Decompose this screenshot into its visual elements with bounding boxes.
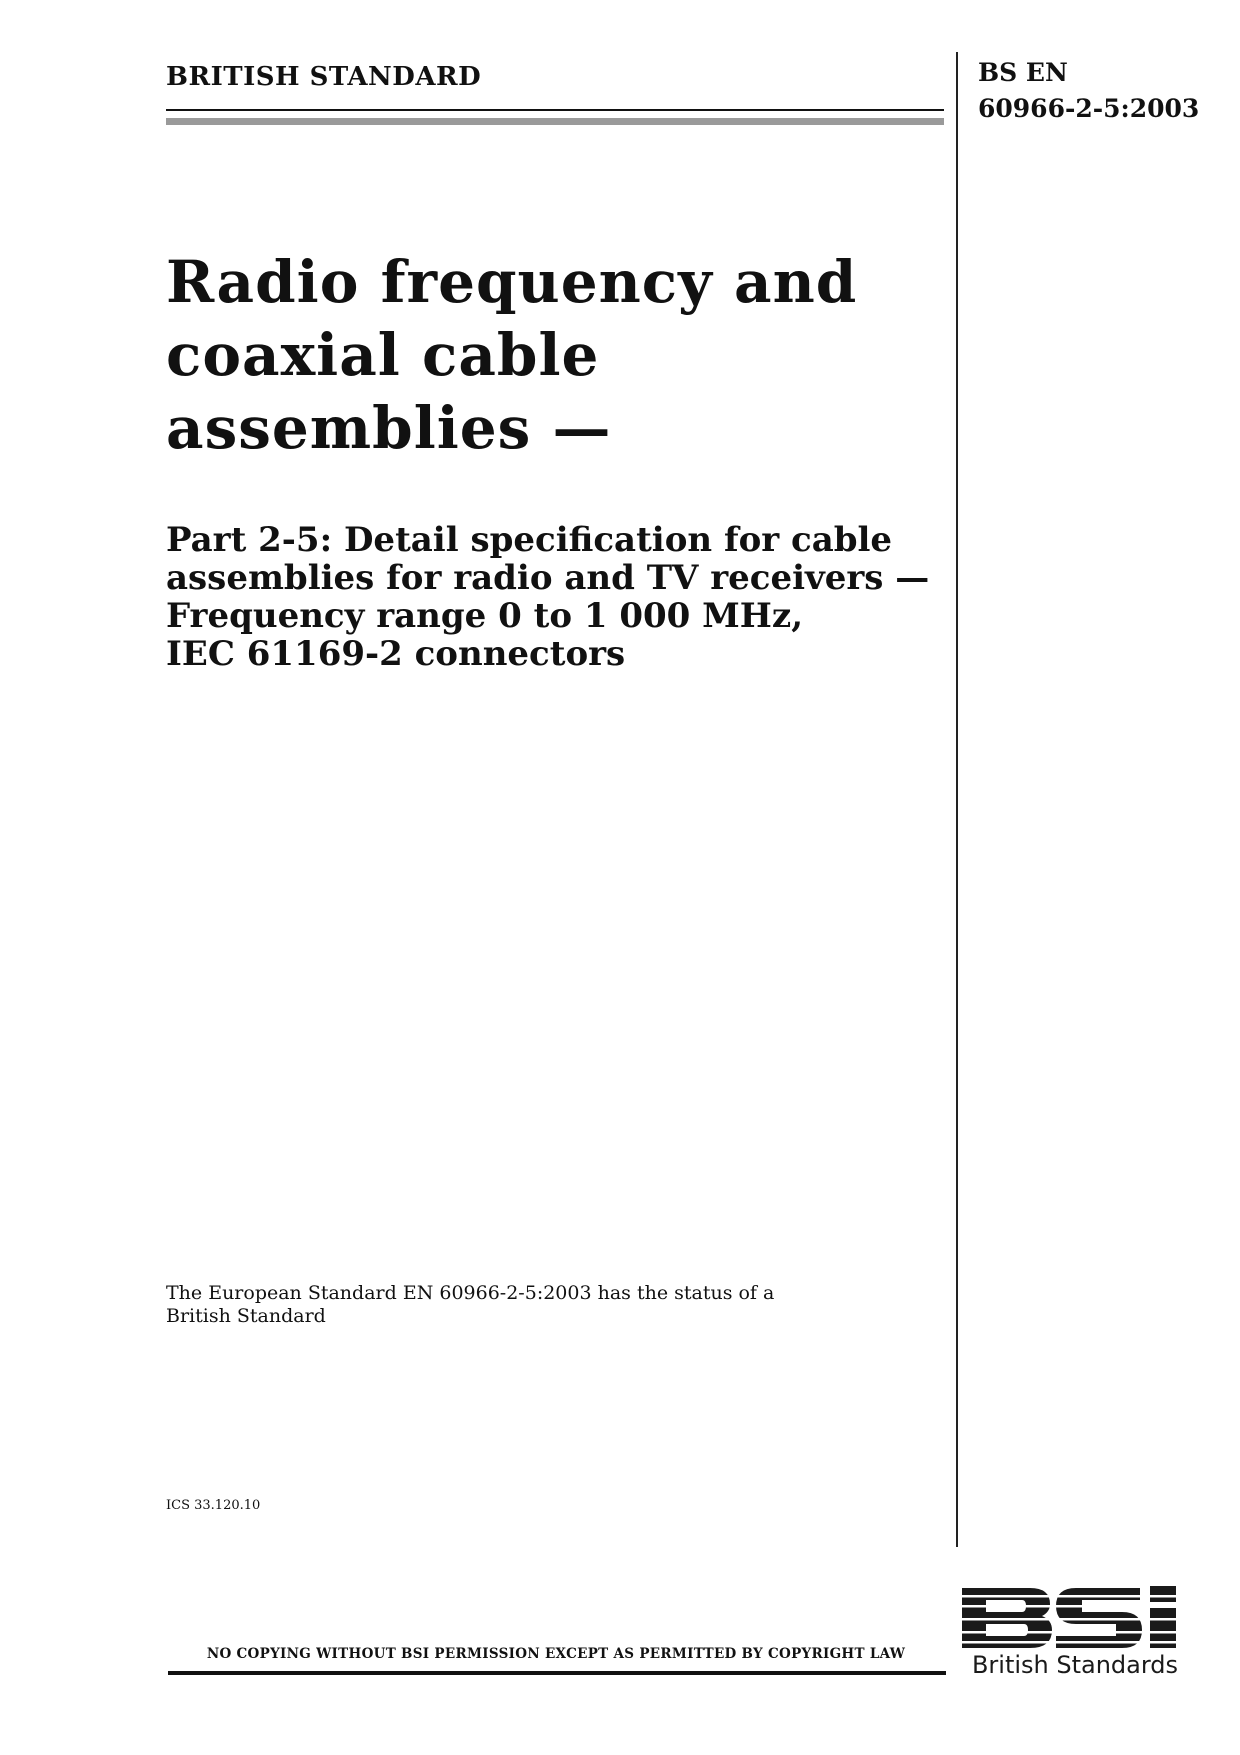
document-title [166, 246, 926, 465]
footer-rule [168, 1671, 946, 1675]
status-note [166, 1282, 816, 1328]
subtitle-line-4: IEC 61169-2 connectors [166, 634, 626, 674]
header-rule-thin [166, 109, 944, 111]
header-label: BRITISH STANDARD [166, 62, 482, 92]
document-subtitle [166, 521, 946, 673]
bsi-caption: British Standards [971, 1651, 1179, 1679]
subtitle-line-1: Part 2-5: Detail specification for cable [166, 520, 893, 560]
status-note-line-2: British Standard [166, 1305, 326, 1327]
vertical-divider [956, 52, 958, 1547]
title-line-1: Radio frequency and [166, 248, 858, 316]
ics-code: ICS 33.120.10 [166, 1498, 261, 1513]
header-rule-grey [166, 118, 944, 125]
standard-number [978, 55, 1199, 127]
status-note-line-1: The European Standard EN 60966-2-5:2003 has the status of a [166, 1282, 775, 1304]
title-line-2: coaxial cable [166, 321, 600, 389]
subtitle-line-2: assemblies for radio and TV receivers — [166, 558, 930, 598]
copyright-notice: NO COPYING WITHOUT BSI PERMISSION EXCEPT AS PERMITTED BY COPYRIGHT LAW [206, 1646, 906, 1662]
standard-number-line-2: 60966-2-5:2003 [978, 94, 1200, 123]
standard-number-line-1: BS EN [978, 58, 1068, 87]
subtitle-line-3: Frequency range 0 to 1 000 MHz, [166, 596, 804, 636]
title-line-3: assemblies — [166, 394, 612, 462]
